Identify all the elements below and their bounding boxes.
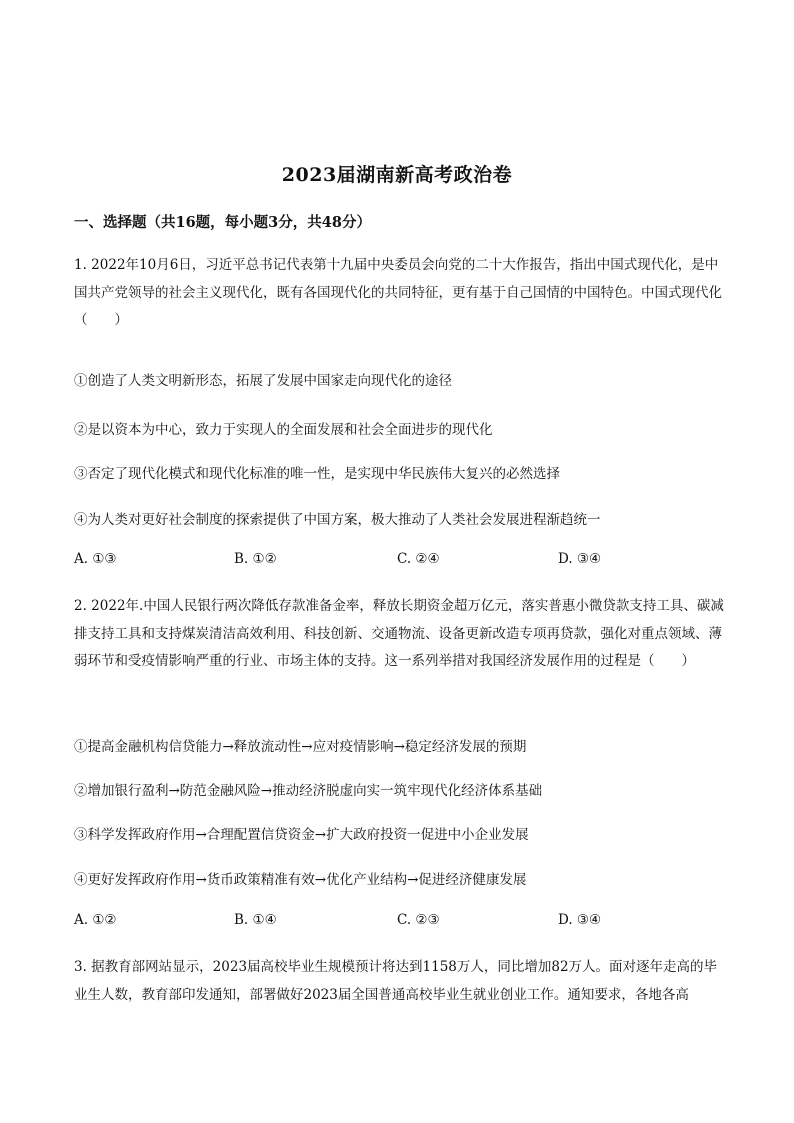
question-1-statement-2: ②是以资本为中心，致力于实现人的全面发展和社会全面进步的现代化 bbox=[74, 422, 493, 438]
option-b: B. ①② bbox=[234, 551, 277, 567]
question-2-stem: 2. 2022年.中国人民银行两次降低存款准备金率，释放长期资金超万亿元，落实普惠小微贷款支持工具、碳减排支持工具和支持煤炭清洁高效利用、科技创新、交通物流、设备更新改造专项再贷款，强化对重点领域、薄弱环节和受疫情影响严重的行业、市场主体的支持。这一系列举措对我国经济发展作用的过程是（ ） bbox=[74, 598, 724, 669]
question-2-statement-4: ④更好发挥政府作用→货币政策精准有效→优化产业结构→促进经济健康发展 bbox=[74, 872, 527, 888]
option-a: A. ①③ bbox=[74, 551, 117, 567]
question-2-statement-1: ①提高金融机构信贷能力→释放流动性→应对疫情影响→稳定经济发展的预期 bbox=[74, 739, 527, 755]
document-title: 2023届湖南新高考政治卷 bbox=[281, 164, 513, 186]
option-d: D. ③④ bbox=[558, 912, 602, 928]
question-2-options bbox=[74, 912, 724, 932]
question-1-statement-1: ①创造了人类文明新形态，拓展了发展中国家走向现代化的途径 bbox=[74, 373, 452, 389]
question-1-options bbox=[74, 551, 724, 571]
section-heading: 一、选择题（共16题，每小题3分，共48分） bbox=[74, 214, 371, 231]
question-1-stem: 1. 2022年10月6日，习近平总书记代表第十九届中央委员会向党的二十大作报告，指出中国式现代化，是中国共产党领导的社会主义现代化，既有各国现代化的共同特征，更有基于自己国情的中国特色。中国式现代化（ ） bbox=[74, 257, 722, 328]
question-3-stem: 3. 据教育部网站显示，2023届高校毕业生规模预计将达到1158万人，同比增加82万人。面对逐年走高的毕业生人数，教育部印发通知，部署做好2023届全国普通高校毕业生就业创业工作。通知要求，各地各高 bbox=[74, 959, 718, 1003]
option-a: A. ①② bbox=[74, 912, 117, 928]
option-b: B. ①④ bbox=[234, 912, 277, 928]
question-2-statement-2: ②增加银行盈利→防范金融风险→推动经济脱虚向实一筑牢现代化经济体系基础 bbox=[74, 783, 543, 799]
question-2-statement-3: ③科学发挥政府作用→合理配置信贷资金→扩大政府投资一促进中小企业发展 bbox=[74, 827, 529, 843]
question-1-statement-3: ③否定了现代化模式和现代化标准的唯一性，是实现中华民族伟大复兴的必然选择 bbox=[74, 466, 560, 482]
option-c: C. ②④ bbox=[397, 551, 440, 567]
question-1-statement-4: ④为人类对更好社会制度的探索提供了中国方案，极大推动了人类社会发展进程渐趋统一 bbox=[74, 512, 601, 528]
option-d: D. ③④ bbox=[558, 551, 602, 567]
option-c: C. ②③ bbox=[397, 912, 440, 928]
